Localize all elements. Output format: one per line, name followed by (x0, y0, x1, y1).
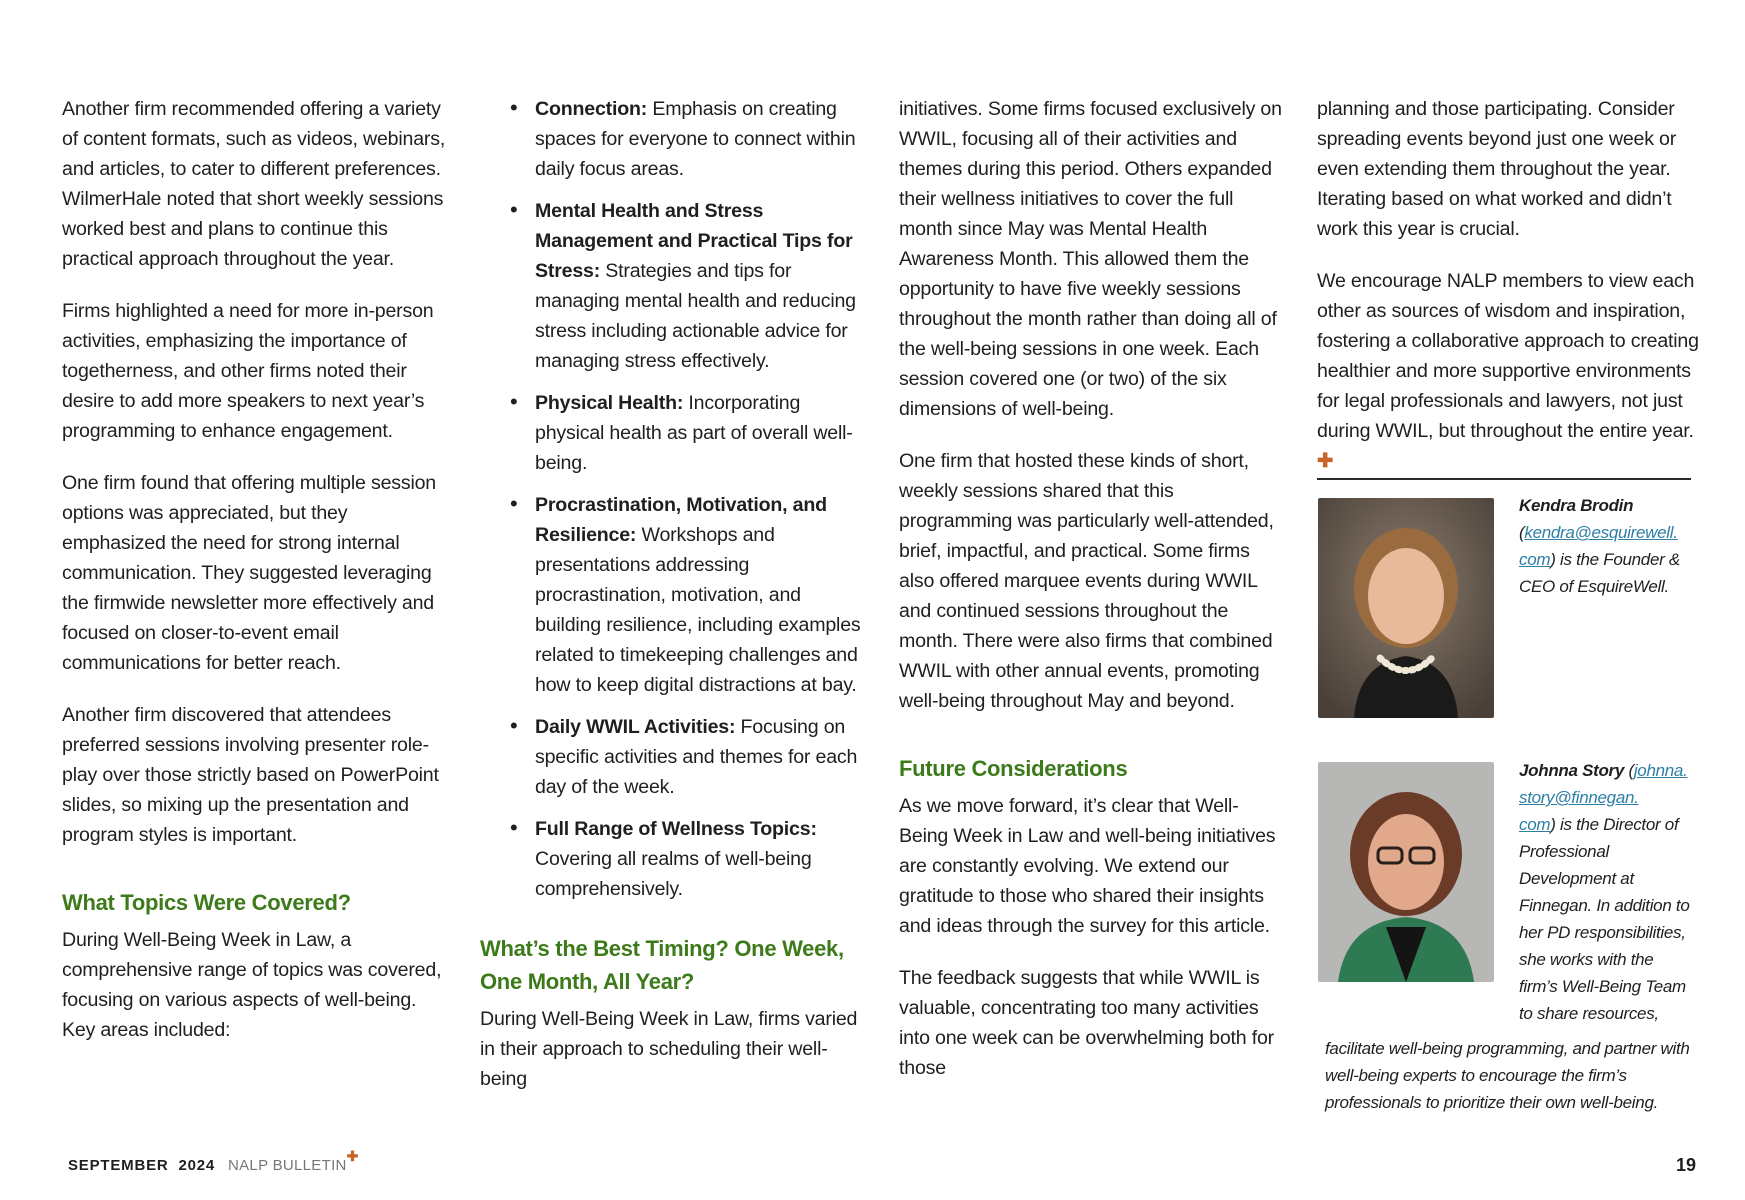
list-item: • Mental Health and Stress Management and Practical Tips for Stress: Strategies and tips for managing mental health and reducing stress including actionable advice for managing stress effectively. (510, 197, 856, 372)
bullet-icon: • (510, 389, 518, 414)
paragraph: During Well-Being Week in Law, a comprehensive range of topics was covered, focusing on various aspects of well-being. Key areas included: (62, 929, 442, 1041)
portrait-image (1318, 762, 1494, 982)
list-item: • Full Range of Wellness Topics: Covering all realms of well-being comprehensively. (510, 815, 817, 900)
bio-kendra-brodin: Kendra Brodin (kendra@esquirewell. com) is the Founder & CEO of EsquireWell. (1519, 496, 1680, 596)
bullet-icon: • (510, 815, 518, 840)
bullet-icon: • (510, 95, 518, 120)
paragraph: As we move forward, it’s clear that Well-Being Week in Law and well-being initiatives are constantly evolving. We extend our gratitude to those who shared their insights and ideas through the survey for this article. (899, 795, 1276, 937)
paragraph: The feedback suggests that while WWIL is valuable, concentrating too many activities into one week can be overwhelming both for those (899, 967, 1274, 1079)
paragraph: One firm that hosted these kinds of short, weekly sessions shared that this programming was particularly well-attended, brief, impactful, and practical. Some firms also offered marquee events during WWIL and continued sessions throughout the month. There were also firms that combined WWIL with other annual events, promoting well-being throughout May and beyond. (899, 450, 1274, 712)
column-2 (480, 94, 865, 1116)
list-item: • Connection: Emphasis on creating spaces for everyone to connect within daily focus areas. (510, 95, 856, 180)
paragraph: Another firm recommended offering a variety of content formats, such as videos, webinars, and articles, to cater to different preferences. WilmerHale noted that short weekly sessions worked best and plans to continue this practical approach throughout the year. (62, 98, 446, 270)
publication-mark-icon: ✚ (346, 1148, 359, 1164)
paragraph: During Well-Being Week in Law, firms varied in their approach to scheduling their well-being (480, 1008, 858, 1090)
bio-johnna-story-continued: facilitate well-being programming, and partner with well-being experts to encourage the firm’s professionals to prioritize their own well-being. (1325, 1039, 1690, 1112)
divider (1317, 478, 1691, 480)
email-link[interactable]: kendra@esquirewell. com (1519, 523, 1678, 569)
section-heading-timing: What’s the Best Timing? One Week, One Month, All Year? (480, 936, 844, 994)
headshot-kendra-brodin (1318, 498, 1494, 718)
list-item: • Daily WWIL Activities: Focusing on specific activities and themes for each day of the week. (510, 713, 858, 798)
paragraph: initiatives. Some firms focused exclusively on WWIL, focusing all of their activities and themes during this period. Others expanded their wellness initiatives to cover the full month since May was Mental Health Awareness Month. This allowed them the opportunity to have five weekly sessions throughout the month rather than doing all of the well-being sessions in one week. Each session covered one (or two) of the six dimensions of well-being. (899, 98, 1282, 420)
bullet-icon: • (510, 197, 518, 222)
email-link[interactable]: johnna. story@finnegan. com (1519, 761, 1688, 834)
list-item: • Procrastination, Motivation, and Resilience: Workshops and presentations addressing procrastination, motivation, and building resilience, including examples related to timekeeping challenges and how to keep digital distractions at bay. (510, 491, 861, 696)
footer-date: SEPTEMBER 2024 (68, 1157, 216, 1174)
column-3 (899, 94, 1286, 1105)
paragraph: We encourage NALP members to view each other as sources of wisdom and inspiration, fostering a collaborative approach to creating healthier and more supportive environments for legal professionals and lawyers, not just during WWIL, but throughout the entire year. ✚ (1317, 270, 1699, 472)
list-item: • Physical Health: Incorporating physical health as part of overall well-being. (510, 389, 853, 474)
paragraph: planning and those participating. Consider spreading events beyond just one week or even extending them throughout the year. Iterating based on what worked and didn’t work this year is crucial. (1317, 98, 1677, 240)
topics-list (480, 94, 865, 904)
paragraph: Firms highlighted a need for more in-person activities, emphasizing the importance of togetherness, and other firms noted their desire to add more speakers to next year’s programming to enhance engagement. (62, 300, 434, 442)
page-number: 19 (1676, 1155, 1697, 1175)
paragraph: One firm found that offering multiple session options was appreciated, but they emphasized the need for strong internal communication. They suggested leveraging the firmwide newsletter more effectively and focused on closer-to-event email communications for better reach. (62, 472, 437, 674)
bullet-icon: • (510, 713, 518, 738)
column-4 (1317, 94, 1704, 498)
paragraph: Another firm discovered that attendees preferred sessions involving presenter role-play over those strictly based on PowerPoint slides, so mixing up the presentation and program styles is important. (62, 704, 439, 846)
portrait-image (1318, 498, 1494, 718)
bullet-icon: • (510, 491, 518, 516)
end-mark-icon: ✚ (1317, 450, 1334, 472)
section-heading-topics: What Topics Were Covered? (62, 890, 351, 915)
bio-johnna-story: Johnna Story (johnna. story@finnegan. com) is the Director of Professional Development at Finnegan. In addition to her PD responsibilities, she works with the firm’s Well-Being Team to share resources, (1519, 761, 1690, 1023)
column-1 (62, 94, 446, 1067)
headshot-johnna-story (1318, 762, 1494, 982)
section-heading-future: Future Considerations (899, 756, 1128, 781)
footer-publication: NALP BULLETIN✚ (228, 1148, 359, 1174)
